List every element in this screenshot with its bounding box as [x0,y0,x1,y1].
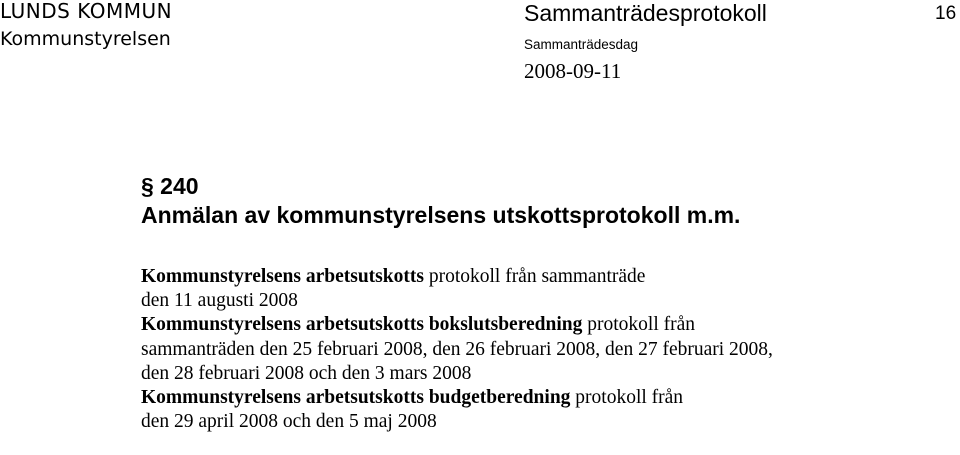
entry-text: den 28 februari 2008 och den 3 mars 2008 [141,362,472,384]
section-heading [141,172,740,230]
organization-header [0,0,172,52]
protocol-entry [141,313,951,386]
section-title: Anmälan av kommunstyrelsens utskottsprotokoll m.m. [141,202,741,228]
protocol-entry [141,265,951,313]
entry-text: protokoll från sammanträde [428,266,646,287]
protocol-list [141,265,951,434]
protocol-entry [141,386,951,434]
page-number: 16 [935,3,957,24]
committee-name: Kommunstyrelsens arbetsutskotts bokslutsberedning [141,314,583,336]
section-number: § 240 [141,173,199,199]
organization-name: LUNDS KOMMUN [0,0,173,23]
document-header [524,0,767,83]
meeting-date: 2008-09-11 [524,59,622,83]
entry-text: protokoll från [575,387,684,409]
entry-text: protokoll från [587,314,695,336]
meeting-date-label: Sammanträdesdag [524,37,639,52]
organization-unit: Kommunstyrelsen [0,28,171,50]
committee-name: Kommunstyrelsens arbetsutskotts budgetberedning [141,387,571,409]
entry-text: sammanträden den 25 februari 2008, den 26 februari 2008, den 27 februari 2008, [141,338,773,360]
committee-name: Kommunstyrelsens arbetsutskotts [141,266,424,287]
entry-text: den 29 april 2008 och den 5 maj 2008 [141,411,437,433]
entry-text: den 11 augusti 2008 [141,290,298,312]
document-type: Sammanträdesprotokoll [524,0,767,26]
